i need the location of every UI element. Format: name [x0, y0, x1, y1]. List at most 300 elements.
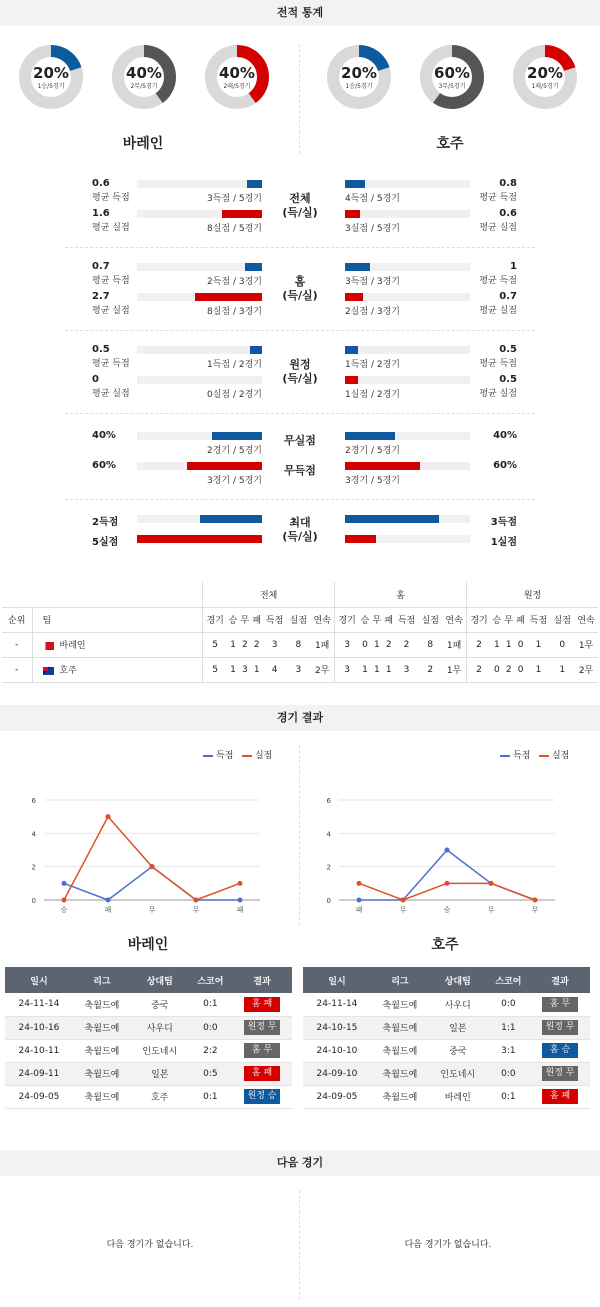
donut-percent: 20%: [527, 64, 563, 82]
home-stat-value: 0.5: [92, 344, 110, 355]
results-cell: [232, 1085, 292, 1108]
away-chart-legend: [500, 748, 569, 761]
center-label-line: 원정: [289, 358, 311, 371]
standings-col: 경기: [467, 607, 491, 632]
y-tick-label: 4: [326, 830, 331, 839]
bar-caption-away: 2경기 / 5경기: [345, 446, 400, 456]
standings-cell: 1: [230, 639, 236, 650]
center-label-block-1: [270, 275, 330, 303]
away-stat-label: 평균 득점: [479, 276, 517, 286]
bar-caption-home: 3경기 / 5경기: [207, 476, 262, 486]
block-divider: [65, 247, 535, 248]
results-cell: 24-09-10: [303, 1062, 371, 1085]
center-label-block-0: [270, 192, 330, 220]
scored-line: [359, 850, 535, 900]
standings-cell: 3: [242, 664, 248, 675]
standings-cell: 0: [494, 664, 500, 675]
away-stat-label: 평균 실점: [479, 389, 517, 399]
block-divider: [65, 413, 535, 414]
standings-team[interactable]: [32, 657, 203, 682]
result-badge: 원정 무: [542, 1020, 578, 1035]
result-badge: 홈 무: [244, 1043, 280, 1058]
results-cell: 24-11-14: [316, 999, 358, 1010]
scored-line: [64, 867, 240, 900]
results-cell: 축월드예: [382, 1000, 418, 1011]
conceded-point: [194, 898, 199, 903]
home-stat-label: 평균 득점: [92, 359, 130, 369]
standings-col: 승: [492, 616, 502, 626]
bahrain-flag-icon: [43, 642, 54, 650]
home-stat-label: 평균 득점: [92, 276, 130, 286]
bar-caption-away: 1실점 / 2경기: [345, 390, 400, 400]
standings-col: 무: [504, 616, 514, 626]
standings-cell: 0: [362, 639, 368, 650]
bar-home-blue: [200, 515, 263, 523]
divider: [299, 44, 300, 154]
x-tick-label: 무: [531, 906, 539, 914]
donut-caption: 3무/5경기: [438, 83, 466, 90]
australia-flag-icon: [43, 667, 54, 675]
center-label-line: (득/실): [282, 206, 318, 219]
standings-cell: 2무: [314, 666, 330, 676]
results-cell: [530, 1039, 590, 1062]
conceded-point: [150, 864, 155, 869]
bar-caption-away: 3경기 / 5경기: [345, 476, 400, 486]
standings-col: 무: [372, 616, 382, 626]
results-cell: [232, 993, 292, 1016]
standings-cell: 1패: [446, 641, 462, 651]
results-row[interactable]: [5, 1016, 292, 1039]
standings-team[interactable]: [32, 632, 203, 657]
results-row[interactable]: [303, 1016, 590, 1039]
bar-away-red: [345, 462, 420, 470]
x-tick-label: 승: [443, 906, 451, 914]
standings-row: [2, 657, 598, 682]
standings-col: 실점: [289, 616, 308, 626]
results-cell: 24-09-05: [18, 1091, 60, 1102]
block-divider: [65, 330, 535, 331]
standings-col: 경기: [203, 607, 227, 632]
bar-away-blue: [345, 346, 358, 354]
standings-col: 승: [228, 616, 238, 626]
standings-cell: 1: [505, 639, 512, 650]
standings-cell: 8: [295, 639, 302, 650]
donut-caption: 1승/5경기: [37, 83, 65, 90]
results-col-header: 결과: [530, 967, 590, 993]
result-badge: 원정 무: [244, 1020, 280, 1035]
x-tick-label: 패: [355, 906, 363, 914]
bar-caption-home: 1득점 / 2경기: [207, 360, 262, 370]
results-col-header: 스코어: [487, 967, 530, 993]
away-clean-value: 60%: [493, 460, 517, 471]
divider: [299, 745, 300, 925]
bar-home-blue: [212, 432, 262, 440]
donut-home-2: [204, 44, 270, 110]
bar-caption-home: 0실점 / 2경기: [207, 390, 262, 400]
results-col-header: 일시: [5, 967, 73, 993]
standings-cell: 1: [494, 639, 500, 650]
bar-track-right: [345, 346, 470, 354]
away-stat-label: 평균 실점: [479, 306, 517, 316]
standings-cell: 0: [517, 664, 524, 675]
results-cell: [530, 1085, 590, 1108]
standings-cell: 1: [535, 664, 542, 675]
standings-group-total: 전체: [203, 582, 335, 607]
standings-group-away: 원정: [467, 582, 598, 607]
bar-home-red: [137, 535, 262, 543]
x-tick-label: 무: [399, 906, 407, 914]
bar-caption-away: 1득점 / 2경기: [345, 360, 400, 370]
results-cell: 일본: [131, 1062, 189, 1085]
bar-away-red: [345, 210, 360, 218]
results-cell: 24-11-14: [18, 999, 60, 1010]
x-tick-label: 패: [104, 906, 112, 914]
conceded-point: [238, 881, 243, 886]
away-max-value: 1실점: [490, 537, 517, 548]
results-col-header: 리그: [73, 967, 131, 993]
bar-home-blue: [250, 346, 263, 354]
results-cell: [232, 1039, 292, 1062]
home-stat-value: 0.6: [92, 178, 110, 189]
standings-col: 연속: [313, 616, 331, 626]
standings-cell: 1: [373, 639, 380, 650]
results-col-header: 일시: [303, 967, 371, 993]
center-label-line: 홈: [294, 275, 306, 288]
bar-track-left: [137, 376, 262, 384]
y-tick-label: 6: [31, 797, 36, 805]
results-cell: [232, 1062, 292, 1085]
bar-track-left: [137, 180, 262, 188]
home-stat-label: 평균 실점: [92, 223, 130, 233]
results-cell: 사우디: [444, 1000, 471, 1011]
standings-team-name: 바레인: [59, 641, 86, 651]
home-chart-legend: [203, 748, 272, 761]
conceded-point: [357, 881, 362, 886]
standings-cell: 3: [335, 632, 359, 657]
bar-caption-away: 4득점 / 5경기: [345, 194, 400, 204]
standings-cell: 3: [335, 657, 359, 682]
home-stat-label: 평균 실점: [92, 306, 130, 316]
donut-percent: 20%: [341, 64, 377, 82]
away-stat-label: 평균 득점: [479, 193, 517, 203]
home-max-value: 5실점: [92, 537, 119, 548]
results-cell: 0:1: [203, 999, 218, 1010]
results-row[interactable]: [5, 1085, 292, 1108]
bar-caption-home: 2경기 / 5경기: [207, 446, 262, 456]
standings-rank: -: [15, 664, 19, 675]
standings-col: 연속: [445, 616, 463, 626]
bar-away-red: [345, 535, 376, 543]
standings-cell: 1: [535, 639, 542, 650]
result-badge: 홈 승: [542, 1043, 578, 1058]
conceded-point: [533, 898, 538, 903]
conceded-point: [401, 898, 406, 903]
center-label-line: (득/실): [282, 289, 318, 302]
standings-col: 실점: [553, 616, 571, 626]
results-cell: 24-10-11: [18, 1045, 60, 1056]
bar-track-right: [345, 293, 470, 301]
conceded-point: [62, 898, 67, 903]
results-cell: 0:1: [501, 1091, 516, 1102]
results-cell: 중국: [449, 1047, 467, 1057]
bar-home-blue: [247, 180, 262, 188]
standings-cell: 5: [203, 657, 227, 682]
bar-away-red: [345, 376, 358, 384]
results-cell: 24-09-11: [5, 1062, 73, 1085]
x-tick-label: 무: [487, 906, 495, 914]
away-stat-label: 평균 득점: [479, 359, 517, 369]
donut-home-0: [18, 44, 84, 110]
home-results-team: 바레인: [127, 937, 169, 953]
legend-conceded: 실점: [254, 751, 273, 761]
bar-away-blue: [345, 263, 370, 271]
standings-cell: 2: [427, 664, 434, 675]
away-stat-value: 0.5: [499, 344, 517, 355]
standings-cell: 2무: [578, 666, 594, 676]
donut-percent: 40%: [126, 64, 162, 82]
bar-track-right: [345, 210, 470, 218]
scored-point: [238, 898, 243, 903]
results-cell: [530, 1062, 590, 1085]
standings-rank: -: [15, 639, 19, 650]
y-tick-label: 0: [326, 897, 331, 905]
bar-home-red: [222, 210, 262, 218]
away-results-table: [303, 967, 590, 1109]
away-stat-value: 0.7: [499, 291, 517, 302]
y-tick-label: 2: [31, 863, 36, 872]
standings-cell: 2: [467, 657, 491, 682]
results-cell: 3:1: [501, 1045, 516, 1056]
results-cell: 24-10-10: [316, 1045, 358, 1056]
standings-cell: 1: [385, 664, 392, 675]
standings-row: [2, 632, 598, 657]
donut-away-1: [419, 44, 485, 110]
center-label-line: 전체: [289, 192, 311, 205]
conceded-point: [489, 881, 494, 886]
standings-cell: 1무: [446, 666, 462, 676]
home-stat-value: 1.6: [92, 208, 110, 219]
standings-col: 패: [252, 616, 262, 626]
bar-caption-home: 8실점 / 5경기: [207, 224, 262, 234]
donut-caption: 2패/5경기: [223, 83, 251, 90]
x-tick-label: 승: [60, 906, 68, 914]
bar-track-left: [137, 263, 262, 271]
y-tick-label: 0: [31, 897, 36, 905]
center-label-max: [270, 516, 330, 544]
standings-cell: 1: [362, 664, 368, 675]
legend-scored: 득점: [216, 751, 234, 761]
away-stat-value: 1: [510, 261, 517, 272]
bar-caption-home: 8실점 / 3경기: [207, 307, 262, 317]
standings-col: 패: [384, 616, 394, 626]
standings-cell: 1: [559, 664, 566, 675]
standings-cell: 0: [559, 639, 566, 650]
results-cell: 축월드예: [73, 1016, 131, 1039]
results-cell: 0:0: [487, 1062, 530, 1085]
center-label-1: 무득점: [284, 464, 316, 477]
standings-cell: 2: [505, 664, 512, 675]
results-cell: [232, 1016, 292, 1039]
result-badge: 원정 승: [244, 1089, 280, 1104]
results-cell: 0:0: [501, 999, 516, 1010]
standings-cell: 3: [295, 664, 302, 675]
results-cell: 축월드예: [371, 1016, 429, 1039]
scored-point: [357, 898, 362, 903]
results-cell: 일본: [429, 1016, 487, 1039]
donut-percent: 40%: [219, 64, 255, 82]
bar-caption-home: 3득점 / 5경기: [207, 194, 262, 204]
bar-home-blue: [245, 263, 263, 271]
home-stat-value: 0: [92, 374, 99, 385]
standings-cell: 1패: [314, 641, 330, 651]
standings-cell: 2: [385, 639, 392, 650]
center-label-block-2: [270, 358, 330, 386]
results-cell: 축월드예: [382, 1047, 418, 1057]
donut-caption: 2무/5경기: [130, 83, 158, 90]
results-cell: 인도네시: [429, 1062, 487, 1085]
result-badge: 홈 패: [244, 1066, 280, 1081]
standings-col: 연속: [577, 616, 595, 626]
results-cell: 축월드예: [382, 1093, 418, 1103]
bar-away-blue: [345, 432, 395, 440]
away-clean-value: 40%: [493, 430, 517, 441]
results-cell: [530, 1016, 590, 1039]
block-divider: [65, 499, 535, 500]
donut-percent: 60%: [434, 64, 470, 82]
legend-scored: 득점: [513, 751, 531, 761]
results-cell: 축월드예: [84, 1047, 120, 1057]
standings-cell: 0: [517, 639, 524, 650]
away-stat-value: 0.8: [499, 178, 517, 189]
results-section-title: 경기 결과: [0, 705, 600, 731]
center-label-line: (득/실): [282, 372, 318, 385]
results-cell: 인도네시: [142, 1047, 178, 1057]
results-cell: 2:2: [203, 1045, 218, 1056]
bar-track-right: [345, 376, 470, 384]
away-stat-value: 0.5: [499, 374, 517, 385]
result-badge: 홈 패: [542, 1089, 578, 1104]
donut-away-0: [326, 44, 392, 110]
center-label-line: (득/실): [282, 530, 318, 543]
next-section-title: 다음 경기: [0, 1150, 600, 1176]
results-cell: 0:5: [189, 1062, 232, 1085]
results-row[interactable]: [5, 1062, 292, 1085]
results-row[interactable]: [5, 1039, 292, 1062]
standings-col: 경기: [335, 607, 359, 632]
donut-caption: 1승/5경기: [345, 83, 373, 90]
bar-home-red: [195, 293, 263, 301]
center-label-line: 최대: [289, 516, 311, 529]
away-stat-label: 평균 실점: [479, 223, 517, 233]
divider: [299, 1190, 300, 1300]
results-cell: 축월드예: [73, 1062, 131, 1085]
standings-cell: 2: [253, 639, 260, 650]
standings-col: 득점: [529, 616, 548, 626]
standings-col: 무: [240, 616, 250, 626]
standings-cell: 1무: [578, 641, 594, 651]
standings-col: 실점: [421, 616, 439, 626]
conceded-line: [64, 817, 240, 900]
away-max-value: 3득점: [490, 517, 517, 528]
standings-cell: 4: [271, 664, 278, 675]
standings-cell: 5: [203, 632, 227, 657]
donut-away-2: [512, 44, 578, 110]
result-badge: 홈 무: [542, 997, 578, 1012]
results-row[interactable]: [5, 993, 292, 1016]
bar-caption-away: 2실점 / 3경기: [345, 307, 400, 317]
results-cell: 축월드예: [84, 1093, 120, 1103]
y-tick-label: 6: [326, 797, 331, 805]
results-col-header: 상대팀: [429, 967, 487, 993]
results-cell: [530, 993, 590, 1016]
results-row[interactable]: [303, 1039, 590, 1062]
results-row[interactable]: [303, 993, 590, 1016]
bar-caption-away: 3득점 / 3경기: [345, 277, 400, 287]
away-next-empty: 다음 경기가 없습니다.: [404, 1240, 492, 1250]
scored-point: [445, 848, 450, 853]
standings-team-name: 호주: [59, 666, 77, 676]
x-tick-label: 무: [192, 906, 200, 914]
results-cell: 0:0: [189, 1016, 232, 1039]
bar-caption-away: 3실점 / 5경기: [345, 224, 400, 234]
results-cell: 바레인: [444, 1093, 471, 1103]
away-team-name: 호주: [436, 136, 464, 152]
standings-col: 승: [360, 616, 370, 626]
results-cell: 호주: [151, 1093, 169, 1103]
results-col-header: 리그: [371, 967, 429, 993]
center-label-0: 무실점: [284, 434, 316, 447]
standings-cell: 3: [271, 639, 278, 650]
standings-table: [0, 582, 600, 683]
standings-group-home: 홈: [335, 582, 467, 607]
home-results-table: [5, 967, 292, 1109]
home-next-empty: 다음 경기가 없습니다.: [106, 1240, 194, 1250]
results-cell: 0:1: [203, 1091, 218, 1102]
legend-conceded: 실점: [551, 751, 570, 761]
donut-home-1: [111, 44, 177, 110]
donut-caption: 1패/5경기: [531, 83, 559, 90]
results-row[interactable]: [303, 1085, 590, 1108]
results-cell: 축월드예: [371, 1062, 429, 1085]
results-cell: 사우디: [131, 1016, 189, 1039]
standings-cell: 2: [242, 639, 248, 650]
y-tick-label: 4: [31, 830, 36, 839]
col-rank: 순위: [8, 616, 26, 626]
x-tick-label: 무: [148, 906, 156, 914]
home-team-name: 바레인: [122, 136, 164, 152]
standings-cell: 1: [253, 664, 260, 675]
home-max-value: 2득점: [92, 517, 119, 528]
result-badge: 원정 무: [542, 1066, 578, 1081]
standings-cell: 2: [467, 632, 491, 657]
home-stat-value: 2.7: [92, 291, 110, 302]
away-stat-value: 0.6: [499, 208, 517, 219]
home-results-chart: [20, 790, 280, 920]
bar-track-left: [137, 346, 262, 354]
standings-col: 득점: [265, 616, 284, 626]
standings-col: 패: [516, 616, 525, 626]
standings-cell: 3: [403, 664, 410, 675]
results-cell: 중국: [151, 1000, 169, 1011]
y-tick-label: 2: [326, 863, 331, 872]
standings-cell: 1: [373, 664, 380, 675]
away-results-chart: [315, 790, 575, 920]
donut-percent: 20%: [33, 64, 69, 82]
results-col-header: 스코어: [189, 967, 232, 993]
results-cell: 24-10-15: [303, 1016, 371, 1039]
results-row[interactable]: [303, 1062, 590, 1085]
standings-cell: 2: [403, 639, 410, 650]
